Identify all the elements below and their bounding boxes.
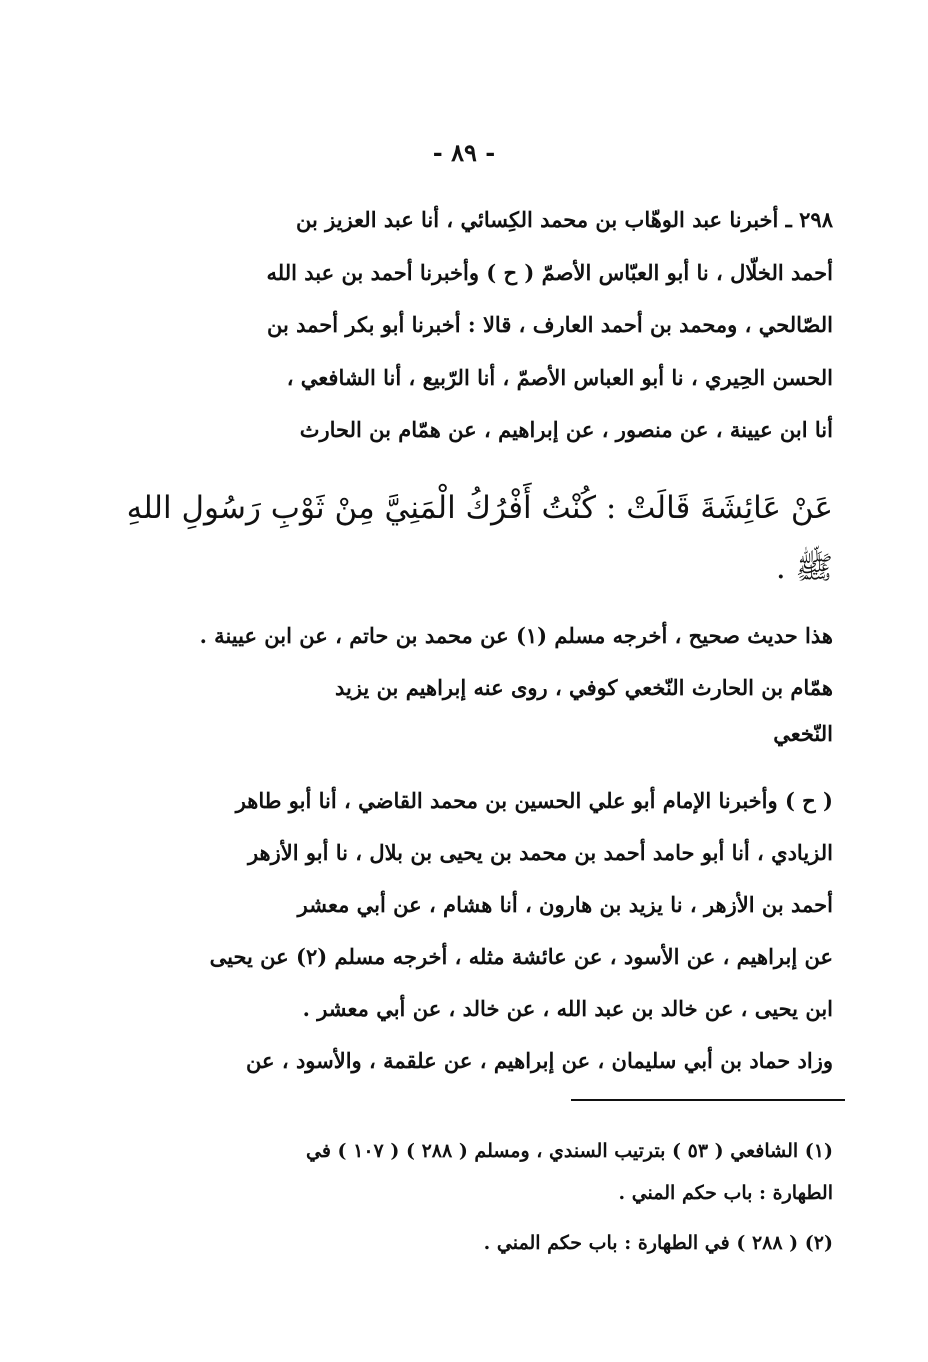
text-line: ٢٩٨ ـ أخبرنا عبد الوهّاب بن محمد الكِسائي ، أنا عبد العزيز بن [296,207,833,232]
text-line: الزيادي ، أنا أبو حامد أحمد بن محمد بن يحيى بن بلال ، نا أبو الأزهر [247,840,833,865]
text-line: ابن يحيى ، عن خالد بن عبد الله ، عن خالد ، عن أبي معشر . [302,996,833,1021]
text-line: ( ح ) وأخبرنا الإمام أبو علي الحسين بن محمد القاضي ، أنا أبو طاهر [235,788,833,813]
text-line: الحسن الحِيري ، نا أبو العباس الأصمّ ، أنا الرّبيع ، أنا الشافعي ، [286,364,833,390]
isnad-paragraph [190,194,833,457]
text-line: أحمد الخلّال ، نا أبو العبّاس الأصمّ ( ح ) وأخبرنا أحمد بن عبد الله [266,259,833,285]
text-line: عن إبراهيم ، عن الأسود ، عن عائشة مثله ، أخرجه مسلم (٢) عن يحيى [209,944,833,969]
hadith-line: ﷺ . [775,550,833,586]
text-line: هذا حديث صحيح ، أخرجه مسلم (١) عن محمد بن حاتم ، عن ابن عيينة . [199,623,833,648]
footnote-separator [571,1099,845,1101]
text-line: النّخعي [773,721,833,746]
text-line: همّام بن الحارث النّخعي كوفي ، روى عنه إبراهيم بن يزيد [334,675,833,700]
text-line: أنا ابن عيينة ، عن منصور ، عن إبراهيم ، عن همّام بن الحارث [299,417,833,442]
text-line: أحمد بن الأزهر ، نا يزيد بن هارون ، أنا هشام ، عن أبي معشر [297,892,833,917]
footnote-line: (١) الشافعي ( ٥٣ ) بترتيب السندي ، ومسلم ( ٢٨٨ ) ( ١٠٧ ) في [305,1140,833,1162]
hadith-line: عَنْ عَائِشَةَ قَالَتْ : كُنْتُ أَفْرُكُ الْمَنِيَّ مِنْ ثَوْبِ رَسُولِ اللهِ [126,490,833,526]
footnotes [190,1130,833,1264]
page-number: - ٨٩ - [432,138,496,167]
text-line: وزاد حماد بن أبي سليمان ، عن إبراهيم ، عن علقمة ، والأسود ، عن [246,1048,833,1073]
footnote-line: (٢) ( ٢٨٨ ) في الطهارة : باب حكم المني . [483,1232,833,1254]
footnote-line: الطهارة : باب حكم المني . [618,1182,833,1204]
hadith-text [126,478,833,598]
text-line: الصّالحي ، ومحمد بن أحمد العارف ، قالا : أخبرنا أبو بكر أحمد بن [266,312,833,337]
second-isnad-paragraph [190,775,833,1087]
commentary-paragraph [190,610,833,754]
